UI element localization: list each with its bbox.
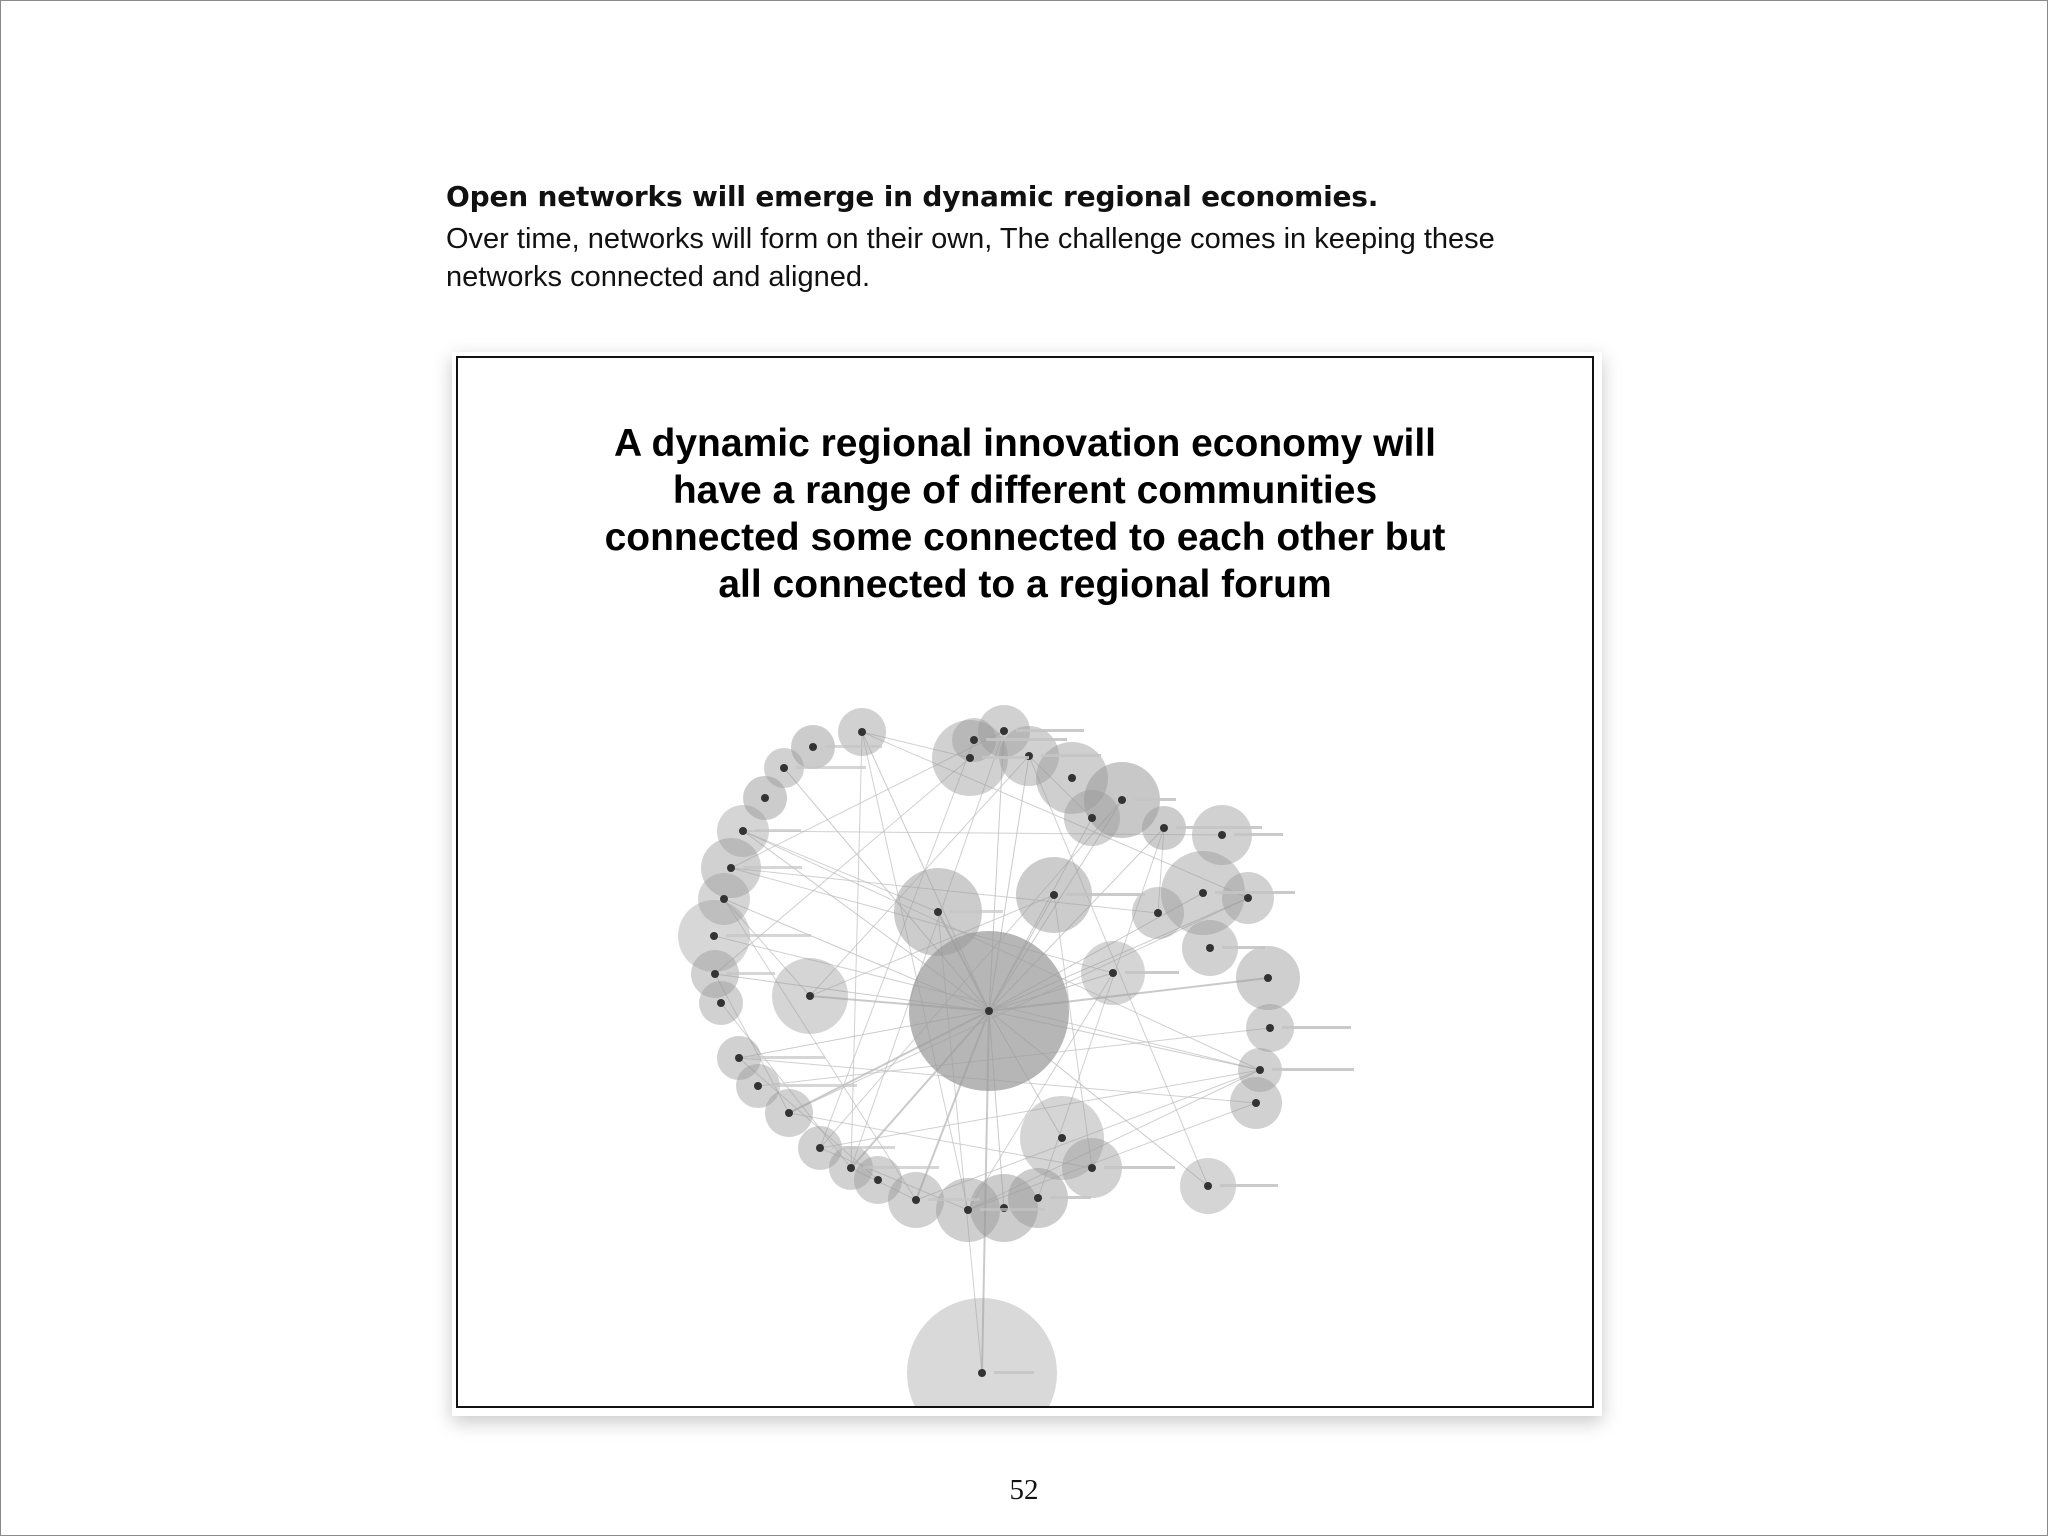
- node-dot: [806, 992, 814, 1000]
- slide-title-line: A dynamic regional innovation economy will: [613, 422, 1437, 465]
- node-dot: [1264, 974, 1272, 982]
- node-label-blur: [982, 756, 1029, 759]
- node-label-blur: [1125, 971, 1179, 974]
- node-dot: [1204, 1182, 1212, 1190]
- node-dot: [717, 999, 725, 1007]
- slide-title-line: have a range of different communities: [672, 469, 1378, 512]
- node-dot: [1206, 944, 1214, 952]
- node-dot: [754, 1082, 762, 1090]
- node-dot: [934, 908, 942, 916]
- node-dot: [710, 932, 718, 940]
- node-dot: [816, 1144, 824, 1152]
- node-dot: [874, 1176, 882, 1184]
- node-dot: [809, 743, 817, 751]
- network-node: [907, 1298, 1057, 1406]
- node-dot: [1266, 1024, 1274, 1032]
- node-dot: [1058, 1134, 1066, 1142]
- slide-title-line: all connected to a regional forum: [718, 563, 1332, 606]
- section-heading: Open networks will emerge in dynamic regional economies.: [446, 180, 1379, 213]
- node-label-blur: [832, 1146, 895, 1149]
- node-dot: [1160, 824, 1168, 832]
- node-label-blur: [1220, 1184, 1278, 1187]
- node-label-blur: [986, 738, 1067, 741]
- node-dot: [1252, 1099, 1260, 1107]
- node-label-blur: [1222, 946, 1265, 949]
- node-dot: [1109, 969, 1117, 977]
- slide-title-line: connected some connected to each other but: [604, 516, 1446, 559]
- node-dot: [1154, 909, 1162, 917]
- node-dot: [1244, 894, 1252, 902]
- node-label-blur: [796, 766, 866, 769]
- page-number: 52: [1009, 1474, 1039, 1506]
- node-label-blur: [743, 866, 802, 869]
- node-dot: [1000, 727, 1008, 735]
- node-dot: [1218, 831, 1226, 839]
- node-dot: [1199, 889, 1207, 897]
- node-dot: [978, 1369, 986, 1377]
- node-dot: [739, 827, 747, 835]
- node-label-blur: [1050, 1196, 1091, 1199]
- node-dot: [1118, 796, 1126, 804]
- node-label-blur: [727, 972, 775, 975]
- node-dot: [727, 864, 735, 872]
- network-graph-figure: [458, 358, 1592, 1406]
- node-dot: [1088, 814, 1096, 822]
- node-dot: [1068, 774, 1076, 782]
- node-label-blur: [994, 1371, 1034, 1374]
- node-label-blur: [825, 745, 882, 748]
- node-dot: [785, 1109, 793, 1117]
- node-dot: [1034, 1194, 1042, 1202]
- node-dot: [735, 1054, 743, 1062]
- body-line: Over time, networks will form on their own, The challenge comes in keeping these: [446, 223, 1495, 255]
- node-dot: [964, 1206, 972, 1214]
- node-label-blur: [1041, 754, 1101, 757]
- node-label-blur: [1272, 1068, 1354, 1071]
- node-label-blur: [751, 1056, 825, 1059]
- network-nodes: [678, 705, 1300, 1406]
- node-label-blur: [980, 1208, 1045, 1211]
- node-dot: [1050, 891, 1058, 899]
- node-dot: [761, 794, 769, 802]
- node-label-blur: [726, 934, 811, 937]
- embedded-slide: [456, 356, 1594, 1408]
- body-line: networks connected and aligned.: [446, 261, 871, 293]
- node-label-blur: [1176, 826, 1262, 829]
- node-dot: [858, 728, 866, 736]
- node-label-blur: [1282, 1026, 1351, 1029]
- node-label-blur: [950, 910, 1003, 913]
- node-label-blur: [770, 1084, 857, 1087]
- node-label-blur: [1104, 1166, 1175, 1169]
- node-label-blur: [1134, 798, 1176, 801]
- node-dot: [711, 970, 719, 978]
- node-dot: [966, 754, 974, 762]
- node-dot: [1256, 1066, 1264, 1074]
- node-dot: [847, 1164, 855, 1172]
- node-label-blur: [863, 1166, 939, 1169]
- body-paragraph: [446, 220, 1626, 296]
- node-label-blur: [1016, 729, 1084, 732]
- node-label-blur: [755, 829, 801, 832]
- node-dot: [985, 1007, 993, 1015]
- node-dot: [780, 764, 788, 772]
- node-dot: [1088, 1164, 1096, 1172]
- node-label-blur: [1066, 893, 1145, 896]
- node-label-blur: [928, 1198, 980, 1201]
- node-label-blur: [1234, 833, 1283, 836]
- node-label-blur: [1215, 891, 1295, 894]
- node-dot: [912, 1196, 920, 1204]
- node-dot: [970, 736, 978, 744]
- node-dot: [720, 895, 728, 903]
